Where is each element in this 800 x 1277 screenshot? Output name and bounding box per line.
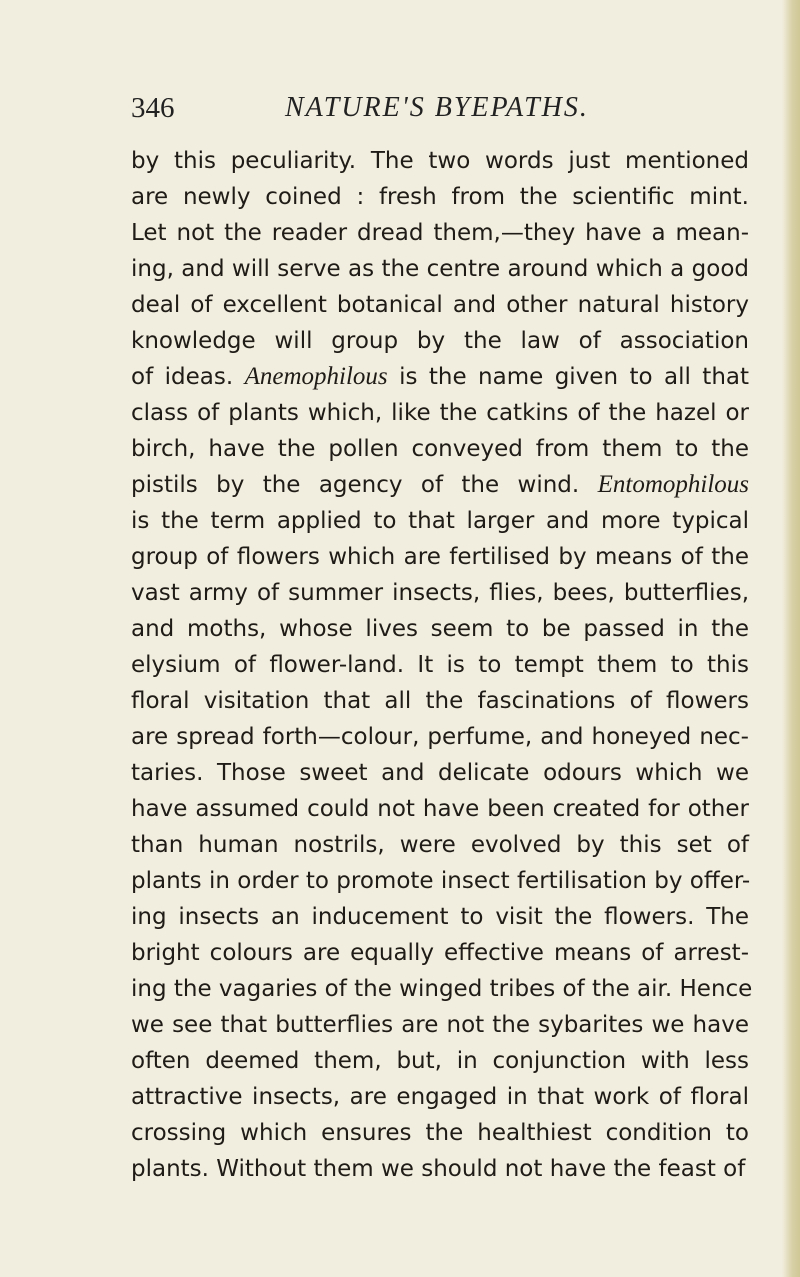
text-line: knowledge will group by the law of association [131,328,749,354]
text-line: deal of excellent botanical and other natural history [131,292,749,318]
text-line: crossing which ensures the healthiest condition to [131,1120,749,1146]
body-text [131,143,753,1187]
text-line: are spread forth—colour, perfume, and honeyed nec- [131,724,749,750]
page-number: 346 [131,92,175,124]
text-segment: pistils by the agency of the wind. [131,472,580,498]
text-line: than human nostrils, were evolved by this set of [131,832,749,858]
text-line: are newly coined : fresh from the scientific mint. [131,184,749,210]
text-line: attractive insects, are engaged in that work of floral [131,1084,749,1110]
text-line: ing, and will serve as the centre around which a good [131,256,749,282]
page-edge-shadow [782,0,800,1277]
text-line: and moths, whose lives seem to be passed in the [131,616,749,642]
text-line: plants. Without them we should not have the feast of [131,1156,746,1182]
text-line: birch, have the pollen conveyed from them to the [131,436,749,462]
text-line-with-italic [131,359,749,395]
text-line: elysium of flower-land. It is to tempt them to this [131,652,749,678]
italic-term-entomophilous: Entomophilous [597,471,750,498]
text-line: plants in order to promote insect fertilisation by offer- [131,868,751,894]
text-line: by this peculiarity. The two words just mentioned [131,148,749,174]
text-line: class of plants which, like the catkins of the hazel or [131,400,749,426]
text-line: have assumed could not have been created for other [131,796,749,822]
running-head: NATURE'S BYEPATHS. [285,92,589,123]
text-line-with-italic [131,467,749,503]
text-line: ing insects an inducement to visit the flowers. The [131,904,749,930]
page-header [131,88,751,128]
text-line: group of flowers which are fertilised by means of the [131,544,749,570]
text-line: we see that butterflies are not the sybarites we have [131,1012,749,1038]
text-line: vast army of summer insects, flies, bees, butterflies, [131,580,749,606]
text-line: is the term applied to that larger and more typical [131,508,749,534]
italic-term-anemophilous: Anemophilous [244,363,388,390]
text-line: floral visitation that all the fascinations of flowers [131,688,749,714]
text-line: Let not the reader dread them,—they have a mean- [131,220,749,246]
text-line: bright colours are equally effective means of arrest- [131,940,749,966]
text-segment: of ideas. [131,364,234,390]
text-segment: is the name given to all that [399,364,750,390]
text-line: often deemed them, but, in conjunction with less [131,1048,749,1074]
text-line: ing the vagaries of the winged tribes of the air. Hence [131,976,753,1002]
text-line: taries. Those sweet and delicate odours which we [131,760,749,786]
